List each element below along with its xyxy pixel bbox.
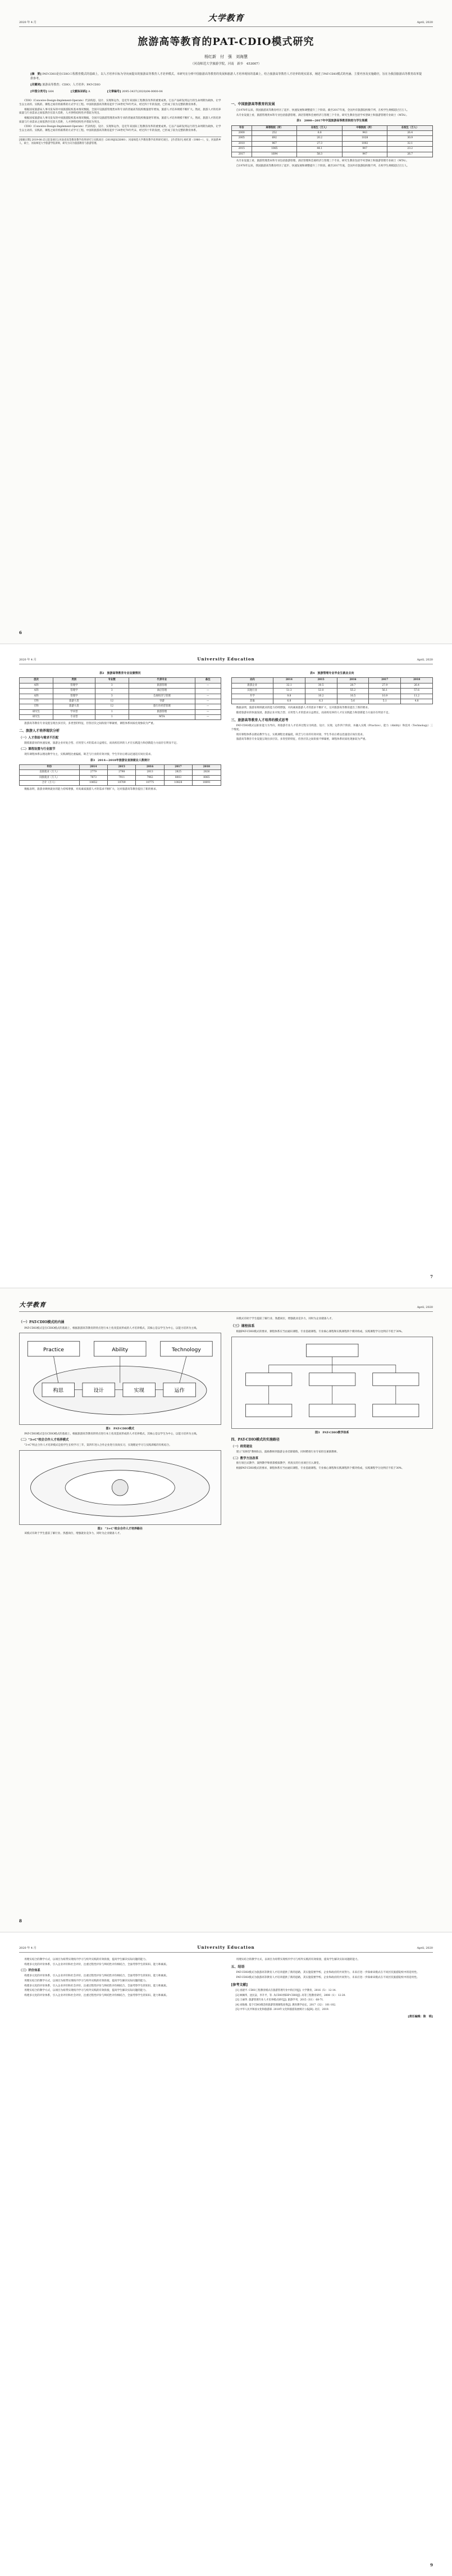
- table-cell: 2779: [79, 770, 107, 775]
- page-number: 8: [19, 1918, 22, 1923]
- table-cell: 10709: [107, 781, 135, 786]
- body-columns: [19, 99, 433, 169]
- reference-item: [5] 中华人民共和国文化和旅游部. 2018年文化和旅游发展统计公报[R]. 北京，2019.: [235, 2008, 330, 2011]
- table-cell: 26.4: [387, 131, 433, 136]
- table-cell: 2017: [231, 152, 252, 157]
- issue-date: 2020 年 4 月: [19, 1946, 36, 1950]
- table-cell: 8065: [193, 775, 221, 780]
- table-cell: 44.1: [297, 147, 343, 152]
- table-cell: 专业型: [53, 715, 95, 720]
- paragraph: 用理实结合的教学方式，以项目为纽带实现校内学习与校外实践的有效衔接，提高学生解决实际问题的能力。: [24, 1989, 148, 1993]
- page-1: [0, 0, 452, 644]
- table-header-cell: 2016: [337, 678, 369, 683]
- column-right: [231, 1958, 433, 2019]
- body-columns: [19, 1318, 433, 1537]
- table-cell: 2813: [136, 770, 164, 775]
- section-heading: 一、中国旅游高等教育的发展: [231, 102, 275, 107]
- table-cell: 9.8: [273, 694, 305, 699]
- table-cell: —: [195, 709, 221, 714]
- table-cell: 967: [252, 141, 297, 146]
- table-row: [20, 689, 221, 694]
- table-cell: 酒店管理: [129, 689, 195, 694]
- issue-date-en: April, 2020: [417, 1946, 433, 1950]
- table-cell: 56.1: [369, 689, 401, 694]
- table-cell: 3: [95, 694, 129, 699]
- table-cell: 5.6: [337, 699, 369, 704]
- table-header-cell: 高等院校（所）: [252, 125, 297, 130]
- table-cell: 2826: [193, 770, 221, 775]
- table-header-row: [20, 678, 221, 683]
- table-cell: 11.2: [401, 694, 433, 699]
- label-technology: Technology: [172, 1347, 201, 1353]
- table-row: [20, 699, 221, 704]
- paragraph: 该模式有助于学生提前了解行业、熟悉岗位，增强就业竞争力，同时为企业储备人才。: [24, 1532, 122, 1536]
- table-row: [231, 147, 433, 152]
- table-header-cell: 2015: [107, 764, 135, 769]
- table-header-cell: 层次: [20, 678, 53, 683]
- table-cell: 2010: [231, 141, 252, 146]
- table-row: [231, 694, 433, 699]
- subsection-heading: （二）教学方法改革: [231, 1456, 259, 1460]
- clc: [中图分类号] G64: [30, 90, 54, 94]
- table-row: [231, 689, 433, 694]
- table-cell: 6.3: [305, 699, 337, 704]
- figure-caption: 图1 PAT-CDIO模式: [106, 1427, 134, 1431]
- table-caption: 表3 2014—2018年旅游业直接就业人数统计: [90, 758, 150, 762]
- table-cell: 1002: [342, 141, 387, 146]
- table-cell: 2015: [231, 147, 252, 152]
- table-cell: 研究生: [20, 715, 53, 720]
- keywords-text: 旅游高等教育；CDIO；人才培养；PAT-CDIO: [42, 83, 101, 87]
- label-ability: Ability: [112, 1347, 129, 1353]
- table-cell: 8003: [164, 775, 192, 780]
- table-header-cell: 中职院校（所）: [342, 125, 387, 130]
- table-header-cell: 年份: [20, 764, 80, 769]
- journal-masthead: 大学教育: [208, 13, 244, 23]
- table-cell: 27.3: [297, 141, 343, 146]
- paragraph: 现有课程体系以理论教学为主，实践课程比重偏低，缺乏与行业的有效对接，学生毕业后难以迅速适应岗位需求。: [24, 753, 153, 757]
- table-header-cell: 去向: [231, 678, 273, 683]
- journal-masthead-en: University Education: [197, 1945, 255, 1950]
- table-cell: 947: [342, 152, 387, 157]
- table-cell: —: [195, 694, 221, 699]
- table-header-cell: 2014: [79, 764, 107, 769]
- table-cell: —: [195, 699, 221, 704]
- table-row: [231, 683, 433, 688]
- running-head: [19, 1301, 433, 1312]
- table-header-cell: 2015: [305, 678, 337, 683]
- table-cell: 6.8: [297, 131, 343, 136]
- table-header-cell: 年份: [231, 125, 252, 130]
- table-cell: 5.1: [369, 699, 401, 704]
- table-cell: 20.2: [297, 136, 343, 141]
- table-cell: 4.8: [401, 699, 433, 704]
- reference-item: [3] 王丽华. 旅游管理专业人才培养模式研究[J]. 旅游学刊，2015（S1）：68-71.: [235, 1999, 324, 2002]
- table-cell: 26.4: [401, 683, 433, 688]
- table-cell: 3: [95, 689, 129, 694]
- table-cell: 其他行业: [231, 689, 273, 694]
- figure-1: [19, 1333, 221, 1425]
- paragraph: 构建多元化的评价体系，引入企业评价和社会评价，注重过程性评价与终结性评价相结合，全面考察学生的知识、能力和素质。: [24, 1975, 169, 1978]
- table-cell: 专科: [20, 704, 53, 709]
- table-row: [20, 694, 221, 699]
- page-number: 9: [430, 2562, 433, 2568]
- paragraph: 该模式有助于学生提前了解行业、熟悉岗位，增强就业竞争力，同时为企业储备人才。: [236, 1317, 335, 1320]
- data-table-3: [19, 764, 221, 786]
- label-practice: Practice: [43, 1347, 65, 1353]
- doc-code: [文献标识码] A: [70, 90, 90, 94]
- table-cell: 7873: [79, 775, 107, 780]
- table-cell: 3: [95, 683, 129, 688]
- paragraph: PAT-CDIO模式为旅游高等教育人才培养提供了新的思路，其实施需要学校、企业和政府的共同努力。未来应进一步探索该模式在不同层次旅游院校中的适用性。: [236, 1971, 419, 1975]
- column-right: [231, 670, 433, 793]
- paragraph: 随着旅游业的快速发展，旅游企业对复合型、应用型人才的需求日益增长，而高校培养的人才在实践能力和创新能力方面存在明显不足。: [24, 741, 179, 745]
- running-head: [19, 1945, 433, 1953]
- table-header-cell: 类别: [53, 678, 95, 683]
- label-conceive: 构思: [53, 1388, 64, 1395]
- table-cell: 27.9: [369, 683, 401, 688]
- table-cell: 252: [252, 131, 297, 136]
- table-header-cell: 2014: [273, 678, 305, 683]
- table-cell: —: [195, 715, 221, 720]
- pat-cdio-diagram: [22, 1335, 218, 1422]
- table-cell: 1028: [342, 136, 387, 141]
- table-cell: 升学: [231, 694, 273, 699]
- table-cell: 2825: [164, 770, 192, 775]
- table-cell: —: [195, 689, 221, 694]
- table-cell: 10.5: [337, 694, 369, 699]
- paragraph: 根据国家旅游局人事司发布的中国旅游院校基本情况数据，全国开设旅游管理类本科专业的普通高等院校数量逐年增加，旅游人才培养规模不断扩大。然而，旅游人才的培养质量与行业需求之间依然存在较大差距，人才供给结构性矛盾较为突出。: [19, 108, 221, 115]
- data-table-4: [231, 677, 433, 704]
- paragraph: "3+C"校企合作人才培养模式是指学生在校学习三年，第四年进入合作企业进行顶岗实习，实现理论学习与实践训练的有机结合。: [24, 1444, 172, 1447]
- references-list: [231, 1989, 433, 2012]
- table-cell: 其他: [231, 699, 273, 704]
- keywords: [30, 83, 422, 88]
- paragraph: 用理实结合的教学方式，以项目为纽带实现校内学习与校外实践的有效衔接，提高学生解决实际问题的能力。: [236, 1958, 360, 1962]
- body-columns: [19, 670, 433, 793]
- table-cell: 30.5: [305, 683, 337, 688]
- table-row: [20, 709, 221, 714]
- paragraph: 从专业设置上看，旅游管理类本科专业包括旅游管理、酒店管理和会展经济与管理三个专业，研究生教育包括学术型硕士和旅游管理专业硕士（MTA）。: [236, 114, 409, 117]
- table-cell: 55.2: [337, 689, 369, 694]
- table-cell: 943: [342, 131, 387, 136]
- table-header-row: [231, 678, 433, 683]
- paragraph: 根据国家旅游局人事司发布的中国旅游院校基本情况数据，全国开设旅游管理类本科专业的普通高等院校数量逐年增加，旅游人才培养规模不断扩大。然而，旅游人才的培养质量与行业需求之间依然存在较大差距，人才供给结构性矛盾较为突出。: [19, 117, 221, 124]
- table-cell: 10.9: [369, 694, 401, 699]
- reference-item: [4] 刘海燕. 基于CDIO理念的旅游管理课程改革[J]. 教育教学论坛，2017（32）：101-102.: [235, 2003, 336, 2007]
- subsection-heading: （一）人才供给与需求不匹配: [19, 736, 59, 740]
- paragraph: 从专业设置上看，旅游管理类本科专业包括旅游管理、酒店管理和会展经济与管理三个专业，研究生教育包括学术型硕士和旅游管理专业硕士（MTA）。: [236, 159, 409, 162]
- paragraph: 构建多元化的评价体系，引入企业评价和社会评价，注重过程性评价与终结性评价相结合，全面考察学生的知识、能力和素质。: [24, 1994, 169, 1997]
- table-row: [231, 131, 433, 136]
- article-number: [文章编号] 2095-3437(2020)04-0000-04: [107, 90, 163, 94]
- classification-line: [30, 90, 422, 94]
- references-heading: [参考文献]: [231, 1982, 248, 1987]
- table-cell: 12: [95, 704, 129, 709]
- table-cell: 7911: [107, 775, 135, 780]
- paragraph: 自1978年以来，我国旅游高等教育经历了起步、快速发展和调整提升三个阶段。截至2017年底，全国共有旅游院校数千所，在校学生规模超过百万人。: [236, 109, 409, 112]
- abstract-label: [摘 要]: [30, 72, 42, 76]
- page-3: [0, 1288, 452, 1932]
- column-left: [19, 670, 221, 793]
- table-cell: 947: [342, 147, 387, 152]
- section-heading: 五、结语: [231, 1964, 245, 1969]
- label-implement: 实现: [134, 1388, 144, 1395]
- table-header-cell: 专业数: [95, 678, 129, 683]
- table-cell: 间接就业（万人）: [20, 775, 80, 780]
- subsection-heading: （一）师资建设: [231, 1445, 253, 1449]
- table-header-cell: 代表专业: [129, 678, 195, 683]
- table-header-row: [231, 125, 433, 130]
- issue-date: 2020 年 4 月: [19, 658, 36, 662]
- figure-caption: 图3 PAT-CDIO教学体系: [315, 1431, 349, 1435]
- table-cell: 旅游大类: [53, 699, 95, 704]
- table-row: [231, 136, 433, 141]
- table-cell: 2000: [231, 131, 252, 136]
- footnote: [收稿日期] 2019-06-25 [基金项目] 河南省高等教育教学改革研究与实践项目（2019SJGLX000）；河南师范大学教育教学改革研究项目。 [作者简介] 杨红新（1980—），女，河南新乡人，硕士，河南师范大学旅游学院讲师，研究方向为旅游教育与旅游管理。: [19, 137, 221, 146]
- table-row: [20, 715, 221, 720]
- table-cell: 57.6: [401, 689, 433, 694]
- column-left: [19, 1958, 221, 2019]
- paragraph: 旅游高等教育专业设置呈现出多层次、多类型的特征，但各层次之间衔接不够紧密，课程体系同质化现象较为严重。: [236, 738, 368, 741]
- table-cell: 研究生: [20, 709, 53, 714]
- table-header-cell: 2018: [193, 764, 221, 769]
- paragraph: PAT-CDIO模式是在CDIO模式的基础上，根据旅游高等教育的特点进行本土化改造而形成的人才培养模式，其核心是以学生为中心，以能力培养为主线。: [24, 1327, 199, 1330]
- table-cell: 管理学: [53, 694, 95, 699]
- table-cell: 直接就业（万人）: [20, 770, 80, 775]
- table-row: [20, 781, 221, 786]
- paragraph: 用理实结合的教学方式，以项目为纽带实现校内学习与校外实践的有效衔接，提高学生解决实际问题的能力。: [24, 1958, 148, 1962]
- page-4: [0, 1932, 452, 2576]
- paragraph: 数据表明，旅游业吸纳就业的能力持续增强，对高素质旅游人才的需求不断扩大，这对旅游高等教育提出了新的要求。: [24, 788, 159, 791]
- table-row: [231, 141, 433, 146]
- paragraph: PAT-CDIO模式为旅游高等教育人才培养提供了新的思路，其实施需要学校、企业和政府的共同努力。未来应进一步探索该模式在不同层次旅游院校中的适用性。: [236, 1976, 419, 1980]
- table-cell: 10775: [136, 781, 164, 786]
- paragraph: 数据表明，旅游业吸纳就业的能力持续增强，对高素质旅游人才的需求不断扩大，这对旅游高等教育提出了新的要求。: [236, 707, 371, 710]
- table-cell: 2005: [231, 136, 252, 141]
- page-number: 7: [430, 1274, 433, 1279]
- reference-item: [1] 查建平. CDIO工程教育模式在旅游管理专业中的应用[J]. 大学教育，2016（5）：12-14.: [235, 1989, 336, 1993]
- table-cell: 专科: [20, 699, 53, 704]
- reference-item: [2] 顾佩华，沈民奋，李升平，等. 从CDIO到EIP-CDIO[J]. 高等工程教育研究，2008（1）：12-20.: [235, 1994, 346, 1997]
- paragraph: CDIO（Conceive-Design-Implement-Operate）代表构思、设计、实现和运作，是近年来国际工程教育改革的重要成果。它以产品研发到运行的生命周期为载体，让学生以主动的、实践的、课程之间有机联系的方式学习工程。中国的旅游高等教育起步于20世纪70年代末，经过四十年的发展，已形成了较为完整的教育体系。: [19, 125, 221, 133]
- table-cell: 32.1: [273, 683, 305, 688]
- paragraph: 根据PAT-CDIO模式的要求，课程体系应当由通识课程、专业基础课程、专业核心课程和实践课程四个模块构成，实践课程学分比例应不低于30%。: [236, 1330, 404, 1334]
- table-header-cell: 2018: [401, 678, 433, 683]
- table-cell: —: [195, 704, 221, 709]
- table-cell: 1065: [252, 147, 297, 152]
- subsection-heading: （二）"3+C"校企合作人才培养模式: [19, 1438, 69, 1442]
- table-header-cell: 在校生（万人）: [297, 125, 343, 130]
- issue-date-en: April, 2020: [417, 1305, 433, 1309]
- figure-3: [231, 1337, 433, 1429]
- table-cell: 旅游管理: [129, 683, 195, 688]
- abstract-text: PAT-CDIO是在CDIO工程教育模式的基础上，以人才培养目标为导向而提出的旅游高等教育人才培养模式。本研究在分析中国旅游高等教育的发展和旅游人才培养现状的基础上，结合旅游高等教育人才培养的现实需求，阐述了PAT-CDIO模式的内涵、主要内容及实施路径，旨在为我国旅游高等教育改革提供参考。: [30, 72, 422, 80]
- section-heading: （一）PAT-CDIO模式的内涵: [19, 1320, 65, 1324]
- table-row: [20, 704, 221, 709]
- table-cell: 10.2: [305, 694, 337, 699]
- table-cell: 10891: [193, 781, 221, 786]
- keywords-label: [关键词]: [30, 83, 42, 87]
- table-row: [231, 699, 433, 704]
- paragraph: 随着旅游业的快速发展，旅游企业对复合型、应用型人才的需求日益增长，而高校培养的人才在实践能力和创新能力方面存在明显不足。: [236, 711, 391, 714]
- table-row: [20, 683, 221, 688]
- paragraph: PAT-CDIO模式是在CDIO模式的基础上，根据旅游高等教育的特点进行本土化改造而形成的人才培养模式，其核心是以学生为中心，以能力培养为主线。: [24, 1432, 199, 1436]
- table-cell: —: [195, 683, 221, 688]
- table-cell: 旅行社经营管理: [129, 704, 195, 709]
- issue-date-en: April, 2020: [417, 20, 433, 24]
- table-cell: 10828: [164, 781, 192, 786]
- table-cell: MTA: [129, 715, 195, 720]
- paragraph: 建立"双师型"教师队伍，鼓励教师到旅游企业挂职锻炼，同时聘请行业专家担任兼职教师。: [236, 1450, 340, 1454]
- column-right: [231, 99, 433, 169]
- table-cell: 58.3: [297, 152, 343, 157]
- table-caption: 表4 旅游管理专业毕业生就业去向: [310, 672, 354, 676]
- issue-date: 2020 年 4 月: [19, 20, 36, 24]
- table-cell: 51.3: [273, 689, 305, 694]
- paragraph: 现有课程体系以理论教学为主，实践课程比重偏低，缺乏与行业的有效对接，学生毕业后难以迅速适应岗位需求。: [236, 733, 366, 736]
- table-header-cell: 2017: [369, 678, 401, 683]
- column-right: [231, 1318, 433, 1537]
- paragraph: 推行项目式教学、案例教学和情景模拟教学，将真实的行业项目引入课堂。: [236, 1462, 322, 1465]
- table-caption: 表1 2000—2017年中国旅游高等教育院校与学生规模: [296, 119, 368, 123]
- data-table-2: [19, 677, 221, 720]
- table-cell: 26.7: [387, 152, 433, 157]
- data-table-1: [231, 125, 433, 157]
- table-cell: 10652: [79, 781, 107, 786]
- section-heading: 二、旅游人才培养现状分析: [19, 729, 60, 734]
- paragraph: 构建多元化的评价体系，引入企业评价和社会评价，注重过程性评价与终结性评价相结合，全面考察学生的知识、能力和素质。: [24, 1963, 169, 1966]
- teaching-system-diagram: [234, 1339, 431, 1426]
- article-authors: 杨红新 付 强 刘海慧: [204, 54, 248, 59]
- table-cell: 会展经济与管理: [129, 694, 195, 699]
- table-row: [20, 775, 221, 780]
- section-heading: 三、旅游高等教育人才培养的模式思考: [231, 718, 289, 722]
- column-left: [19, 1318, 221, 1537]
- label-operate: 运作: [174, 1388, 185, 1395]
- table-cell: 管理学: [53, 689, 95, 694]
- paragraph: 用理实结合的教学方式，以项目为纽带实现校内学习与校外实践的有效衔接，提高学生解决实际问题的能力。: [24, 1979, 148, 1982]
- table-cell: 1: [95, 715, 129, 720]
- table-cell: 本科: [20, 689, 53, 694]
- article-affiliation: （河南师范大学旅游学院，河南 新乡 453007）: [190, 62, 262, 66]
- responsible-editor: [责任编辑：陈 明]: [408, 2015, 433, 2019]
- paragraph: 构建多元化的评价体系，引入企业评价和社会评价，注重过程性评价与终结性评价相结合，全面考察学生的知识、能力和素质。: [24, 1984, 169, 1988]
- table-row: [231, 152, 433, 157]
- page-number: 6: [19, 630, 22, 635]
- table-cell: 旅游大类: [53, 704, 95, 709]
- table-cell: 本科: [20, 683, 53, 688]
- journal-masthead-en: University Education: [197, 657, 255, 662]
- label-design: 设计: [93, 1388, 104, 1395]
- table-cell: 旅游企业: [231, 683, 273, 688]
- table-cell: 12: [95, 699, 129, 704]
- paragraph: 根据PAT-CDIO模式的要求，课程体系应当由通识课程、专业基础课程、专业核心课程和实践课程四个模块构成，实践课程学分比例应不低于30%。: [236, 1467, 404, 1470]
- issue-date-en: April, 2020: [417, 658, 433, 662]
- table-cell: 学术型: [53, 709, 95, 714]
- journal-masthead: 大学教育: [19, 1301, 46, 1309]
- table-cell: 32.1: [387, 141, 433, 146]
- table-cell: 1: [95, 709, 129, 714]
- table-cell: 2798: [107, 770, 135, 775]
- figure-2: [19, 1450, 221, 1525]
- cooperation-diagram: [22, 1453, 218, 1522]
- table-header-cell: 2016: [136, 764, 164, 769]
- table-cell: 6.8: [273, 699, 305, 704]
- section-heading: 四、PAT-CDIO模式的实施路径: [231, 1438, 280, 1442]
- body-columns: [19, 1958, 433, 2019]
- table-header-cell: 2017: [164, 764, 192, 769]
- section-heading: （三）课程体系: [231, 1324, 255, 1328]
- table-cell: 旅游管理: [129, 709, 195, 714]
- table-cell: 管理学: [53, 683, 95, 688]
- column-left: [19, 99, 221, 169]
- table-cell: 7962: [136, 775, 164, 780]
- table-cell: 28.7: [337, 683, 369, 688]
- page-2: [0, 644, 452, 1288]
- abstract: [30, 73, 422, 82]
- table-header-row: [20, 764, 221, 769]
- table-cell: 导游: [129, 699, 195, 704]
- paragraph: 自1978年以来，我国旅游高等教育经历了起步、快速发展和调整提升三个阶段。截至2017年底，全国共有旅游院校数千所，在校学生规模超过百万人。: [236, 164, 409, 167]
- figure-caption: 图2 "3+C"校企合作人才培养路径: [97, 1527, 143, 1531]
- table-cell: 本科: [20, 694, 53, 699]
- subsection-heading: （二）课程设置与行业脱节: [19, 748, 56, 751]
- table-cell: 30.9: [387, 136, 433, 141]
- table-cell: 692: [252, 136, 297, 141]
- running-head: [19, 657, 433, 664]
- paragraph: CDIO（Conceive-Design-Implement-Operate）代表构思、设计、实现和运作，是近年来国际工程教育改革的重要成果。它以产品研发到运行的生命周期为载体，让学生以主动的、实践的、课程之间有机联系的方式学习工程。中国的旅游高等教育起步于20世纪70年代末，经过四十年的发展，已形成了较为完整的教育体系。: [19, 99, 221, 107]
- subsection-heading: （三）评价体系: [19, 1969, 40, 1973]
- paragraph: 旅游高等教育专业设置呈现出多层次、多类型的特征，但各层次之间衔接不够紧密，课程体系同质化现象较为严重。: [24, 722, 156, 726]
- table-row: [20, 770, 221, 775]
- table-cell: 合计（万人）: [20, 781, 80, 786]
- table-cell: 23.2: [387, 147, 433, 152]
- article-title: 旅游高等教育的PAT-CDIO模式研究: [138, 35, 314, 48]
- table-header-cell: 在校生（万人）: [387, 125, 433, 130]
- table-header-cell: 备注: [195, 678, 221, 683]
- running-head: [19, 12, 433, 27]
- table-cell: 53.0: [305, 689, 337, 694]
- paragraph: PAT-CDIO模式以职业能力为导向，将旅游专业人才培养过程分为构思、设计、实现、运作四个阶段，并融入实践（Practice）、能力（Ability）和技术（Technology）三个维度。: [231, 725, 433, 731]
- table-cell: 1694: [252, 152, 297, 157]
- table-caption: 表2 旅游高等教育专业设置情况: [99, 672, 141, 676]
